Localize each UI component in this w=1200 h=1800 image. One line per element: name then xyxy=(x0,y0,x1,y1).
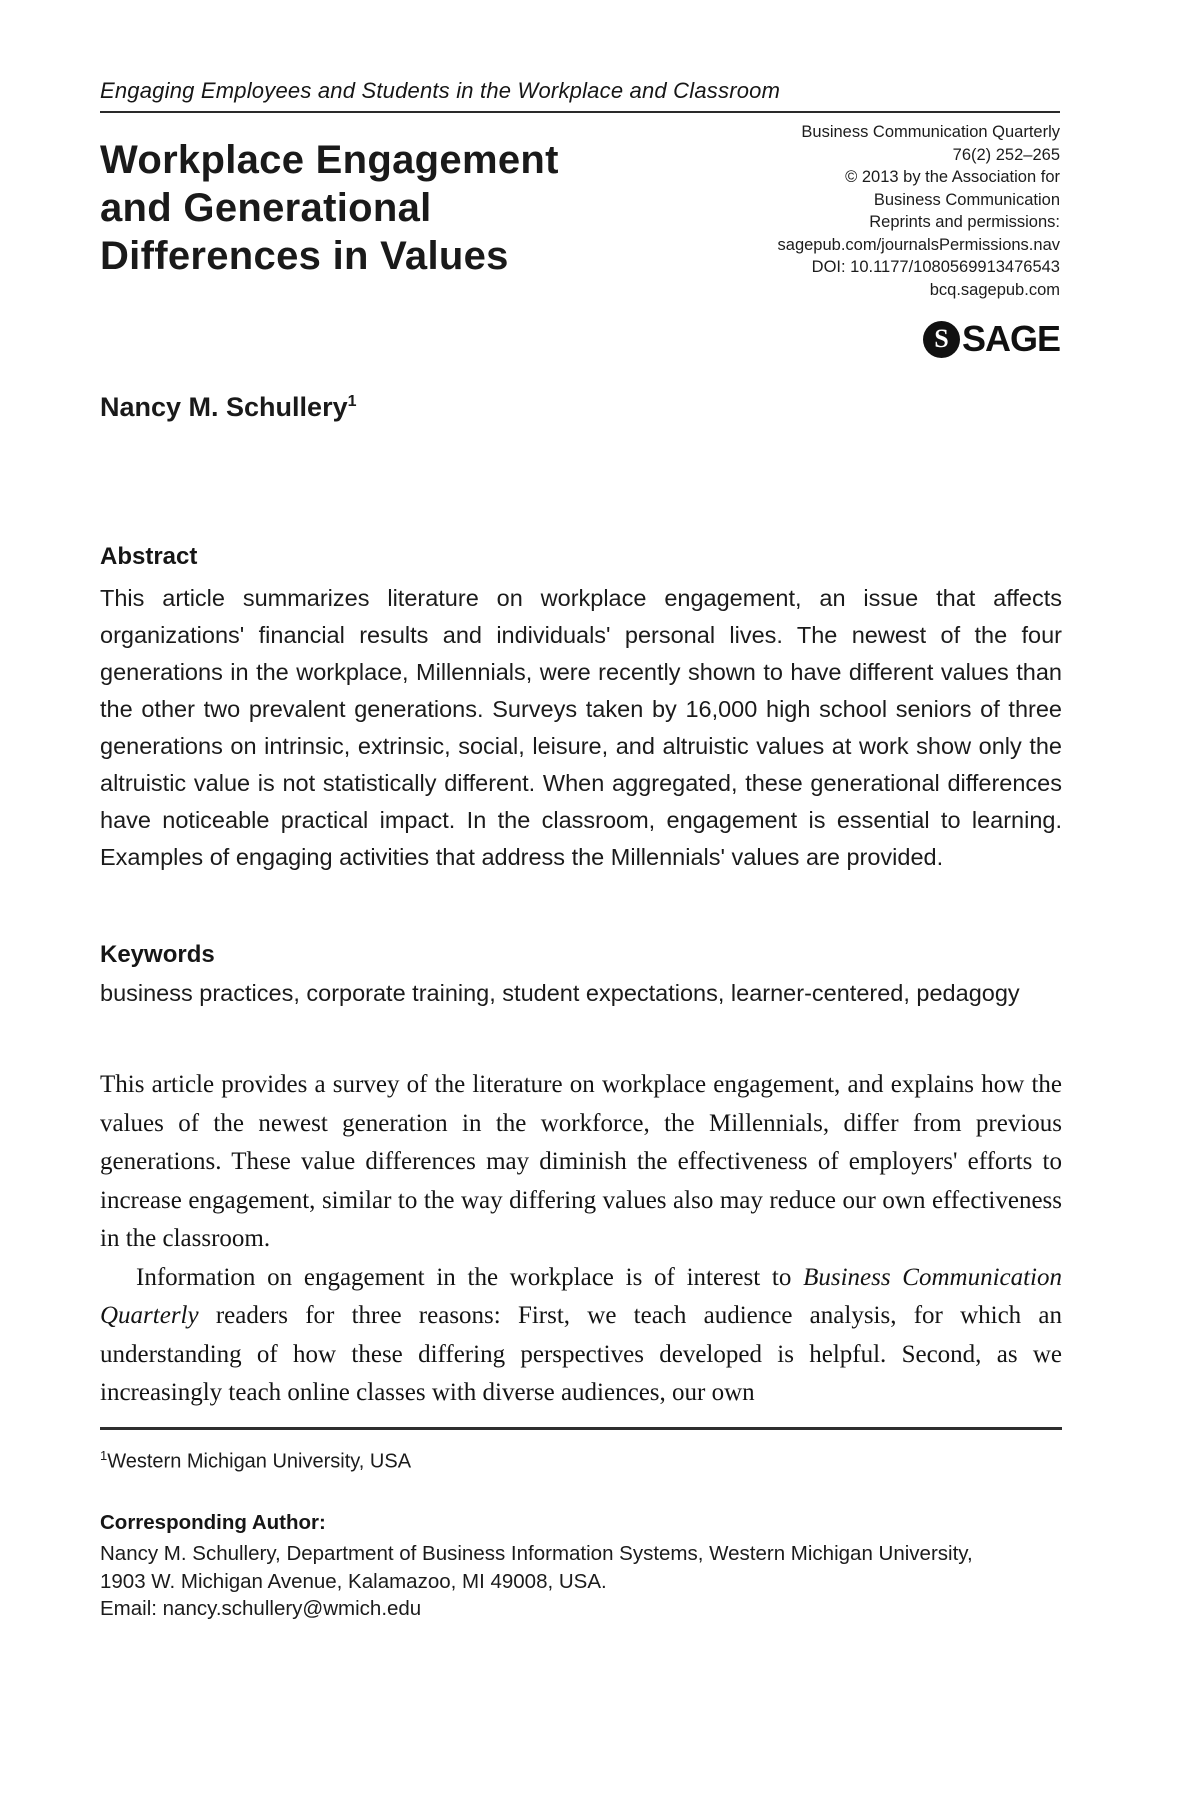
sage-logo xyxy=(923,318,1060,360)
article-title-line3: Differences in Values xyxy=(100,234,509,278)
sage-monogram-icon: S xyxy=(923,321,960,358)
author-affiliation-marker: 1 xyxy=(347,393,357,410)
affiliation-text: Western Michigan University, USA xyxy=(107,1450,412,1473)
journal-volume-pages: 76(2) 252–265 xyxy=(952,145,1060,164)
journal-website: bcq.sagepub.com xyxy=(929,280,1060,299)
body-paragraph-2 xyxy=(100,1259,1062,1413)
body-paragraph-2-text: Information on engagement in the workplace is of interest to xyxy=(136,1263,804,1291)
journal-name: Business Communication Quarterly xyxy=(801,123,1060,141)
journal-reprints-label: Reprints and permissions: xyxy=(869,213,1060,231)
body-paragraph-2-continuation: readers for three reasons: First, we teach audience analysis, for which an understanding of how these differing perspectives developed is helpful. Second, as we increasingly teach online classes with diverse audiences, our own xyxy=(100,1302,1062,1406)
corresponding-author-line2: 1903 W. Michigan Avenue, Kalamazoo, MI 49008, USA. xyxy=(100,1569,607,1593)
article-title-line1: Workplace Engagement xyxy=(100,138,559,182)
corresponding-author-block xyxy=(100,1540,1062,1623)
keywords-heading: Keywords xyxy=(100,941,215,968)
sage-wordmark: SAGE xyxy=(961,318,1060,359)
journal-permissions-url: sagepub.com/journalsPermissions.nav xyxy=(777,235,1060,254)
running-head: Engaging Employees and Students in the Workplace and Classroom xyxy=(100,78,1060,113)
corresponding-author-heading: Corresponding Author: xyxy=(100,1511,326,1534)
abstract-text: This article summarizes literature on workplace engagement, an issue that affects organizations' financial results and individuals' personal lives. The newest of the four generations in the workplace, Millennials, were recently shown to have different values than the other two prevalent generations. Surveys taken by 16,000 high school seniors of three generations on intrinsic, extrinsic, social, leisure, and altruistic values at work show only the altruistic value is not statistically different. When aggregated, these generational differences have noticeable practical impact. In the classroom, engagement is essential to learning. Examples of engaging activities that address the Millennials' values are provided. xyxy=(100,585,1062,870)
body-paragraph-1: This article provides a survey of the literature on workplace engagement, and explains how the values of the newest generation in the workforce, the Millennials, differ from previous generations. These value differences may diminish the effectiveness of employers' efforts to increase engagement, similar to the way differing values also may reduce our own effectiveness in the classroom. xyxy=(100,1071,1062,1252)
article-body xyxy=(100,1066,1062,1413)
footnote-divider xyxy=(100,1427,1062,1430)
corresponding-author-email: Email: nancy.schullery@wmich.edu xyxy=(100,1597,422,1620)
affiliation-marker: 1 xyxy=(100,1448,108,1463)
article-title-line2: and Generational xyxy=(100,186,432,230)
keywords-list: business practices, corporate training, student expectations, learner-centered, pedagogy xyxy=(100,980,1020,1006)
affiliation-footnote xyxy=(100,1448,411,1474)
corresponding-author-line1: Nancy M. Schullery, Department of Business Information Systems, Western Michigan University, xyxy=(100,1542,973,1565)
author-name: Nancy M. Schullery xyxy=(100,392,348,422)
journal-doi: DOI: 10.1177/1080569913476543 xyxy=(811,258,1060,276)
journal-copyright-line1: © 2013 by the Association for xyxy=(845,168,1060,186)
journal-copyright-line2: Business Communication xyxy=(873,190,1060,209)
abstract-heading: Abstract xyxy=(100,543,198,570)
author-byline xyxy=(100,392,357,423)
article-title xyxy=(100,136,680,280)
journal-title-italic: Business Communication Quarterly xyxy=(100,1263,1063,1329)
